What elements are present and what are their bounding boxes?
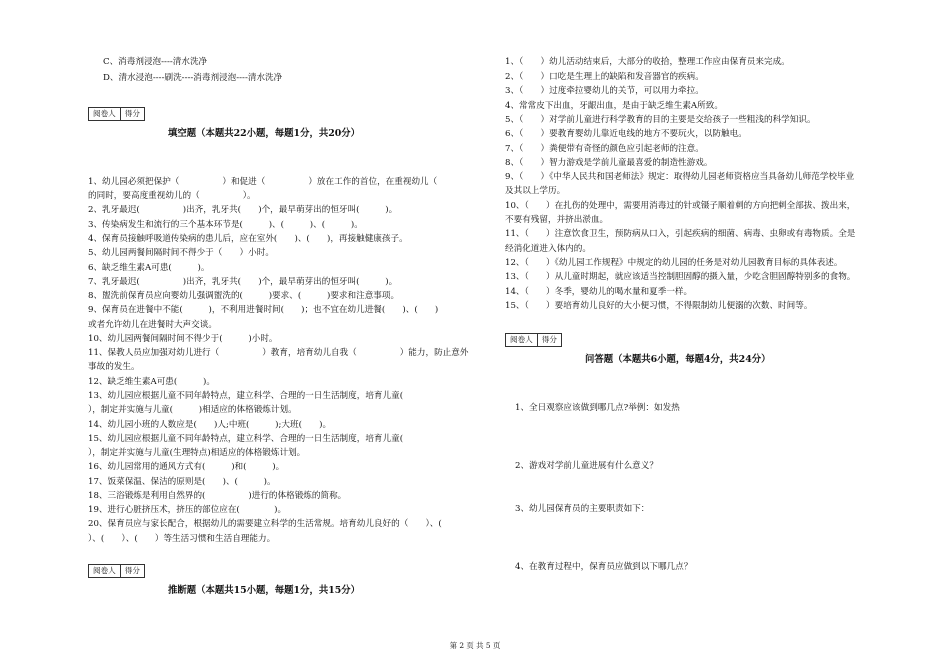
grader-label: 阅卷人 xyxy=(89,565,121,577)
fill-item: 的同时，要高度重视幼儿的（ ）。 xyxy=(88,191,256,201)
fill-item: ）、( ）、( ）等生活习惯和生活自理能力。 xyxy=(88,534,276,544)
option-d: D、清水浸泡----刷洗----消毒剂浸泡----清水洗净 xyxy=(103,73,283,83)
score-label: 得分 xyxy=(124,109,140,118)
judge-item: 及其以上学历。 xyxy=(505,186,566,196)
grader-label: 阅卷人 xyxy=(506,334,538,346)
judge-item: 11、（ ）注意饮食卫生，预防病从口入，引起疾病的细菌、病毒、虫卵或有毒物质。全是 xyxy=(505,229,856,239)
judge-title: 推断题（本题共15小题，每题1分，共15分） xyxy=(168,585,360,596)
score-label: 得分 xyxy=(124,566,140,575)
fill-item: 5、幼儿园两餐间隔时间不得少于（ ）小时。 xyxy=(88,248,274,258)
qa-title: 问答题（本题共6小题，每题4分，共24分） xyxy=(585,354,771,365)
score-box xyxy=(88,564,145,578)
page-number: 第 2 页 共 5 页 xyxy=(449,641,501,650)
qa-item: 1、全日观察应该做到哪几点?举例：如发热 xyxy=(515,403,680,413)
fill-item: 或者允许幼儿在进餐时大声交谈。 xyxy=(88,320,217,330)
fill-item: 12、缺乏维生素A可患( )。 xyxy=(88,377,215,387)
fill-item: 2、乳牙最迟( )出齐，乳牙共( )个，最早萌芽出的恒牙叫( )。 xyxy=(88,205,398,215)
fill-item: 10、幼儿园两餐间隔时间不得少于( )小时。 xyxy=(88,334,278,344)
score-box xyxy=(88,107,145,121)
judge-item: 15、（ ）要培育幼儿良好的大小便习惯，不得限制幼儿便溺的次数、时间等。 xyxy=(505,301,813,311)
judge-item: 14、（ ）冬季，婴幼儿的喝水量和夏季一样。 xyxy=(505,287,693,297)
score-label: 得分 xyxy=(541,335,557,344)
grader-label: 阅卷人 xyxy=(89,108,121,120)
fill-item: 11、保教人员应加强对幼儿进行（ ）教育，培育幼儿自我（ ）能力，防止意外 xyxy=(88,348,469,358)
judge-item: 3、（ ）过度牵拉婴幼儿的关节，可以用力牵拉。 xyxy=(505,86,704,96)
fill-item: ），制定并实施与儿童( )相适应的体格锻炼计划。 xyxy=(88,405,297,415)
judge-item: 6、（ ）要教育婴幼儿靠近电线的地方不要玩火，以防触电。 xyxy=(505,129,747,139)
judge-item: 7、（ ）粪便带有奇怪的颜色应引起老师的注意。 xyxy=(505,144,704,154)
qa-item: 4、在教育过程中，保育员应做到以下哪几点？ xyxy=(515,562,693,572)
judge-item: 12、（ ）《幼儿园工作规程》中规定的幼儿园的任务是对幼儿园教育目标的具体表述。 xyxy=(505,258,843,268)
judge-item: 经消化道进入体内的。 xyxy=(505,244,591,254)
fill-item: 6、缺乏维生素A可患( )。 xyxy=(88,263,210,273)
judge-item: 2、（ ）口吃是生理上的缺陷和发音器官的疾病。 xyxy=(505,72,704,82)
fill-item: 3、传染病发生和流行的三个基本环节是( )、( )、( )。 xyxy=(88,220,363,230)
fill-item: 8、盥洗前保育员应向婴幼儿强调盥洗的( )要求、( )要求和注意事项。 xyxy=(88,291,400,301)
judge-item: 4、常常皮下出血，牙龈出血，是由于缺乏维生素A所致。 xyxy=(505,101,723,111)
fill-item: 9、保育员在进餐中不能( )，不利用进餐时间( )；也不宜在幼儿进餐( )、( ) xyxy=(88,305,439,315)
qa-item: 2、游戏对学前儿童进展有什么意义？ xyxy=(515,461,658,471)
score-box xyxy=(505,333,562,347)
fill-item: 15、幼儿园应根据儿童不同年龄特点，建立科学、合理的一日生活制度，培育儿童( xyxy=(88,434,404,444)
judge-item: 8、（ ）智力游戏是学前儿童最喜爱的制造性游戏。 xyxy=(505,158,713,168)
fill-item: 7、乳牙最迟( )出齐，乳牙共( )个，最早萌芽出的恒牙叫( )。 xyxy=(88,277,398,287)
fill-item: 20、保育员应与家长配合，根据幼儿的需要建立科学的生活常规。培育幼儿良好的（ ）、( xyxy=(88,519,442,529)
judge-item: 不要有残留，并挤出淤血。 xyxy=(505,215,609,225)
fill-item: 1、幼儿园必须把保护（ ）和促进（ ）放在工作的首位，在重视幼儿（ xyxy=(88,177,438,187)
fill-item: ），制定并实施与儿童(生理特点)相适应的体格锻炼计划。 xyxy=(88,448,306,458)
fill-item: 14、幼儿园小班的人数应是( )人;中班( );大班( )。 xyxy=(88,420,332,430)
qa-item: 3、幼儿园保育员的主要职责如下： xyxy=(515,504,650,514)
judge-item: 9、（ ）《中华人民共和国老师法》规定：取得幼儿园老师资格应当具备幼儿师范学校毕业 xyxy=(505,172,855,182)
fill-item: 4、保育员接触呼吸道传染病的患儿后，应在室外( )、( )，再接触健康孩子。 xyxy=(88,234,408,244)
fill-item: 19、进行心脏挤压术，挤压的部位应在( )。 xyxy=(88,505,287,515)
judge-item: 5、（ ）对学前儿童进行科学教育的目的主要是交给孩子一些粗浅的科学知识。 xyxy=(505,115,816,125)
fill-item: 事故的发生。 xyxy=(88,362,140,372)
judge-item: 13、（ ）从儿童时期起，就应该适当控制胆固醇的摄入量，少吃含胆固醇特别多的食物。 xyxy=(505,272,856,282)
fill-blank-title: 填空题（本题共22小题，每题1分，共20分） xyxy=(168,128,360,139)
fill-item: 17、饭菜保温、保洁的原则是( )、( )。 xyxy=(88,477,276,487)
judge-item: 10、（ ）在扎伤的处理中，需要用消毒过的针或镊子顺着刺的方向把刺全部拔、拨出来， xyxy=(505,201,856,211)
option-c: C、消毒剂浸泡----清水洗净 xyxy=(103,57,208,67)
judge-item: 1、（ ）幼儿活动结束后，大部分的收拾，整理工作应由保育员来完成。 xyxy=(505,57,790,67)
fill-item: 16、幼儿园常用的通风方式有( )和( )。 xyxy=(88,462,285,472)
fill-item: 13、幼儿园应根据儿童不同年龄特点，建立科学、合理的一日生活制度，培育儿童( xyxy=(88,391,404,401)
fill-item: 18、三浴锻炼是利用自然界的( )进行的体格锻炼的简称。 xyxy=(88,491,347,501)
